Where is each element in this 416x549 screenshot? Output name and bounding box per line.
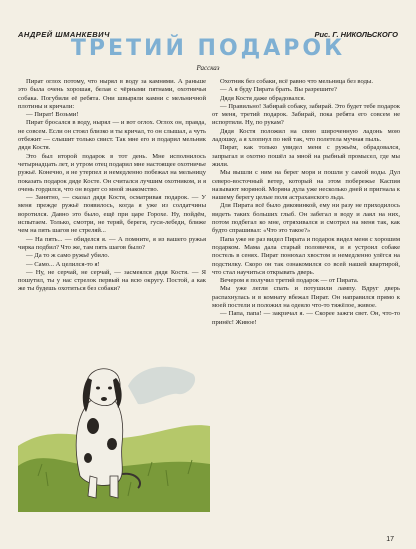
left-text-column: [18, 78, 206, 294]
paragraph: Охотник без собаки, всё равно что мельница без воды.: [220, 78, 374, 85]
paragraph: Мы уже легли спать и потушили лампу. Вдруг дверь распахнулась и в комнату вбежал Пират. Он направился прямо к моей постели и положил на одеяло что-то тяжёлое, живое.: [212, 285, 400, 310]
paragraph: Пират оглох потому, что нырял в воду за камнями. А раньше это была очень хорошая, белая с чёрными пятнами, охотничья собака. Погубили её ребята. Они швыряли камни с мельничной плотины и кричали:: [18, 78, 206, 110]
paragraph: Для Пирата всё было диковинкой, ему ни разу не приходилось видеть таких больших глыб. Он забегал в воду и лаял на них, потом подбегал ко мне, отряхивался и смотрел на меня так, как будто спрашивал: «Что это такое?»: [212, 202, 400, 235]
paragraph: Пират, как только увидел меня с ружьём, обрадовался, запрыгал и охотно пошёл за мной на рыбный промысел, где мы жили.: [212, 144, 400, 168]
paragraph: — Само... А целился-то я!: [26, 260, 100, 268]
paragraph: — Да то ж само ружьё убило.: [26, 252, 110, 260]
right-text-column: [212, 78, 400, 327]
paragraph: Пират бросался в воду, нырял — и вот оглох. Оглох он, правда, не совсем. Если он стоял близко и ты кричал, то он слышал, а чуть отбежит — слышит только свист. Так мне его и подарил мельник дядя Костя.: [18, 119, 206, 152]
paragraph: Дядя Костя положил на свою широченную ладонь мою ладошку, а я хлопнул по ней так, что полетела мучная пыль.: [212, 127, 400, 144]
story-title: ТРЕТИЙ ПОДАРОК: [70, 36, 346, 61]
paragraph: Дядя Костя даже обрадовался.: [220, 94, 306, 102]
paragraph: — А я буду Пирата брать. Вы разрешите?: [220, 86, 337, 94]
paragraph: Вечером я получил третий подарок — от Пирата.: [220, 277, 359, 285]
paragraph: — Занятно, — сказал дядя Костя, осматривая подарок. — У меня прежде ружьё появилось, когда я уже из солдатчины воротился. Давно это было, ещё при царе Горохе. Ну, пойдём, испытаем. Только, смотри, не теряй, береги, гуси-лебеди, ближе чем на пять шагов не стреляй...: [18, 194, 206, 235]
dog-illustration: [18, 326, 210, 512]
story-genre: Рассказ: [196, 64, 220, 72]
paragraph: — Папа, папа! — закричал я. — Скорее зажги свет. Он, что-то принёс! Живое!: [212, 310, 400, 326]
paragraph: — На пять... — обиделся я. — А помните, я из вашего ружья чирка подбил? Что же, там пять шагов было?: [18, 235, 206, 251]
paragraph: — Ну, не серчай, не серчай, — засмеялся дядя Костя. — Я пошутил, ты у нас стрелок первый на всю округу. Постой, а как же ты будешь охотиться без собаки?: [18, 268, 206, 293]
paragraph: Папа уже не раз видел Пирата и подарок видел меня с хорошим подарком. Мама дала старый половичок, и я устроил собаке постель в сенях. Пират понюхал хвостом и немедленно улёгся на подстилку. Скоро он так ознакомился со всей нашей квартирой, что стал научиться открывать дверь.: [212, 235, 400, 276]
paragraph: — Пират! Возьми!: [26, 111, 79, 119]
paragraph: — Правильно! Забирай собаку, забирай. Это будет тебе подарок от меня, третий подарок. Забирай, пока ребята его совсем не испортили. Ну, по рукам?: [212, 102, 400, 127]
page-number: 17: [386, 536, 394, 543]
author-name: АНДРЕЙ ШМАНКЕВИЧ: [18, 30, 110, 39]
illustrator-credit: Рис. Г. НИКОЛЬСКОГО: [314, 30, 398, 39]
paragraph: Мы вышли с ним на берег моря и пошли у самой воды. Дул северо-восточный ветер, который на этом побережье Каспия называют моряной. Моряна дула уже несколько дней и пригнала к нашему берегу целые поля астраханского льда.: [212, 169, 400, 202]
paragraph: Это был второй подарок в тот день. Мне исполнилось четырнадцать лет, и утром отец подарил мне настоящее охотничье ружьё. Конечно, я не утерпел и немедленно побежал на мельницу показать подарок дяде Косте. Он считался лучшим охотником, и я очень гордился, что он водит со мной знакомство.: [18, 152, 206, 193]
